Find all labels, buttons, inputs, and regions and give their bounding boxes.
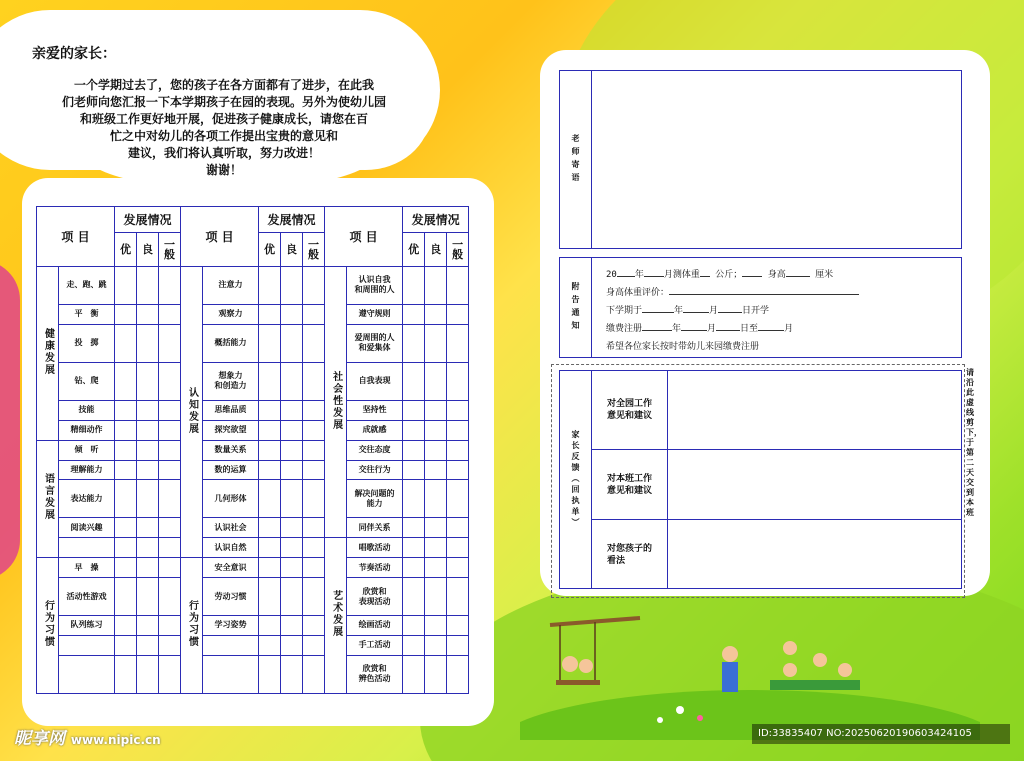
grade-cell[interactable] bbox=[259, 440, 281, 460]
grade-cell[interactable] bbox=[425, 267, 447, 305]
grade-cell[interactable] bbox=[403, 304, 425, 324]
item-label bbox=[59, 655, 115, 693]
header-grade: 良 bbox=[425, 233, 447, 267]
background-swirl bbox=[0, 260, 20, 580]
item-label: 理解能力 bbox=[59, 460, 115, 480]
grade-cell[interactable] bbox=[425, 518, 447, 538]
grade-cell[interactable] bbox=[281, 440, 303, 460]
teacher-figure bbox=[722, 646, 738, 662]
item-label: 投 掷 bbox=[59, 324, 115, 362]
grade-cell[interactable] bbox=[259, 460, 281, 480]
grade-cell[interactable] bbox=[281, 518, 303, 538]
category-label: 艺术发展 bbox=[325, 538, 347, 694]
grade-cell[interactable] bbox=[281, 420, 303, 440]
grade-cell[interactable] bbox=[447, 635, 469, 655]
grade-cell[interactable] bbox=[403, 616, 425, 636]
grade-cell[interactable] bbox=[403, 324, 425, 362]
notice-line-school-start: 下学期于 年 月 日开学 bbox=[606, 306, 770, 316]
grade-cell[interactable] bbox=[447, 480, 469, 518]
grade-cell[interactable] bbox=[425, 538, 447, 558]
item-label: 自我表现 bbox=[347, 362, 403, 400]
grade-cell[interactable] bbox=[259, 480, 281, 518]
grade-cell[interactable] bbox=[159, 304, 181, 324]
header-item: 项 目 bbox=[181, 207, 259, 267]
grade-cell[interactable] bbox=[137, 440, 159, 460]
grade-cell[interactable] bbox=[447, 558, 469, 578]
grade-cell[interactable] bbox=[137, 400, 159, 420]
grade-cell[interactable] bbox=[425, 616, 447, 636]
item-label: 认识自我 和周围的人 bbox=[347, 267, 403, 305]
item-label: 精细动作 bbox=[59, 420, 115, 440]
grade-cell[interactable] bbox=[425, 655, 447, 693]
header-progress: 发展情况 bbox=[115, 207, 181, 233]
grade-cell[interactable] bbox=[303, 420, 325, 440]
feedback-row bbox=[592, 519, 961, 589]
grade-cell[interactable] bbox=[281, 304, 303, 324]
grade-cell[interactable] bbox=[281, 400, 303, 420]
grade-cell[interactable] bbox=[259, 400, 281, 420]
grade-cell[interactable] bbox=[447, 616, 469, 636]
feedback-row bbox=[592, 371, 961, 449]
evaluation-table bbox=[36, 206, 469, 694]
grade-cell[interactable] bbox=[259, 578, 281, 616]
grade-cell[interactable] bbox=[403, 538, 425, 558]
grade-cell[interactable] bbox=[303, 655, 325, 693]
grade-cell[interactable] bbox=[403, 267, 425, 305]
grade-cell[interactable] bbox=[159, 480, 181, 518]
grade-cell[interactable] bbox=[447, 460, 469, 480]
header-grade: 优 bbox=[259, 233, 281, 267]
grade-cell[interactable] bbox=[137, 558, 159, 578]
grade-cell[interactable] bbox=[447, 267, 469, 305]
grade-cell[interactable] bbox=[403, 420, 425, 440]
item-label: 观察力 bbox=[203, 304, 259, 324]
grade-cell[interactable] bbox=[115, 518, 137, 538]
grade-cell[interactable] bbox=[281, 460, 303, 480]
item-label: 钻、爬 bbox=[59, 362, 115, 400]
grade-cell[interactable] bbox=[159, 400, 181, 420]
header-progress: 发展情况 bbox=[403, 207, 469, 233]
item-label: 倾 听 bbox=[59, 440, 115, 460]
grade-cell[interactable] bbox=[259, 538, 281, 558]
swing-seat bbox=[556, 680, 600, 685]
teacher-message-box bbox=[559, 70, 962, 249]
category-label: 行为习惯 bbox=[181, 558, 203, 694]
grade-cell[interactable] bbox=[137, 324, 159, 362]
notice-line-weight: 20 年 月测体重 公斤； 身高 厘米 bbox=[606, 270, 834, 280]
grade-cell[interactable] bbox=[137, 578, 159, 616]
item-label: 交往行为 bbox=[347, 460, 403, 480]
grade-cell[interactable] bbox=[303, 635, 325, 655]
header-grade: 优 bbox=[403, 233, 425, 267]
notice-line-reminder: 希望各位家长按时带幼儿来园缴费注册 bbox=[606, 342, 760, 352]
grade-cell[interactable] bbox=[115, 635, 137, 655]
item-label: 手工活动 bbox=[347, 635, 403, 655]
grade-cell[interactable] bbox=[425, 460, 447, 480]
grade-cell[interactable] bbox=[159, 616, 181, 636]
grade-cell[interactable] bbox=[303, 558, 325, 578]
grade-cell[interactable] bbox=[425, 420, 447, 440]
grade-cell[interactable] bbox=[115, 440, 137, 460]
cut-instruction: 请沿此虚线剪下，于第二天交到本班 bbox=[966, 368, 982, 517]
item-label: 数量关系 bbox=[203, 440, 259, 460]
grade-cell[interactable] bbox=[281, 655, 303, 693]
header-progress: 发展情况 bbox=[259, 207, 325, 233]
item-label: 节奏活动 bbox=[347, 558, 403, 578]
grade-cell[interactable] bbox=[159, 267, 181, 305]
grade-cell[interactable] bbox=[259, 362, 281, 400]
item-label: 早 操 bbox=[59, 558, 115, 578]
item-label: 欣赏和 辨色活动 bbox=[347, 655, 403, 693]
grade-cell[interactable] bbox=[425, 304, 447, 324]
item-label: 欣赏和 表现活动 bbox=[347, 578, 403, 616]
item-label: 认识自然 bbox=[203, 538, 259, 558]
grade-cell[interactable] bbox=[403, 480, 425, 518]
header-grade: 一 般 bbox=[447, 233, 469, 267]
item-label: 交往态度 bbox=[347, 440, 403, 460]
grade-cell[interactable] bbox=[303, 440, 325, 460]
grade-cell[interactable] bbox=[281, 538, 303, 558]
header-item: 项 目 bbox=[37, 207, 115, 267]
grade-cell[interactable] bbox=[303, 460, 325, 480]
grade-cell[interactable] bbox=[159, 558, 181, 578]
grade-cell[interactable] bbox=[447, 538, 469, 558]
header-grade: 一 般 bbox=[303, 233, 325, 267]
category-label: 语言发展 bbox=[37, 440, 59, 558]
item-label: 安全意识 bbox=[203, 558, 259, 578]
grade-cell[interactable] bbox=[425, 324, 447, 362]
grade-cell[interactable] bbox=[447, 440, 469, 460]
grade-cell[interactable] bbox=[425, 440, 447, 460]
grade-cell[interactable] bbox=[303, 480, 325, 518]
grade-cell[interactable] bbox=[303, 400, 325, 420]
item-label: 遵守规则 bbox=[347, 304, 403, 324]
grade-cell[interactable] bbox=[447, 655, 469, 693]
grade-cell[interactable] bbox=[303, 616, 325, 636]
item-label: 阅读兴趣 bbox=[59, 518, 115, 538]
grade-cell[interactable] bbox=[137, 480, 159, 518]
notice-text bbox=[606, 266, 859, 356]
grade-cell[interactable] bbox=[137, 616, 159, 636]
item-label: 爱周围的人 和爱集体 bbox=[347, 324, 403, 362]
grade-cell[interactable] bbox=[115, 578, 137, 616]
item-label: 概括能力 bbox=[203, 324, 259, 362]
grade-cell[interactable] bbox=[259, 616, 281, 636]
item-label: 成就感 bbox=[347, 420, 403, 440]
item-label: 表达能力 bbox=[59, 480, 115, 518]
grade-cell[interactable] bbox=[159, 362, 181, 400]
item-label: 绘画活动 bbox=[347, 616, 403, 636]
grade-cell[interactable] bbox=[447, 362, 469, 400]
grade-cell[interactable] bbox=[281, 578, 303, 616]
grade-cell[interactable] bbox=[115, 324, 137, 362]
grade-cell[interactable] bbox=[259, 420, 281, 440]
grade-cell[interactable] bbox=[425, 362, 447, 400]
item-label: 解决问题的 能力 bbox=[347, 480, 403, 518]
grade-cell[interactable] bbox=[425, 578, 447, 616]
grade-cell[interactable] bbox=[259, 267, 281, 305]
desk-shape bbox=[770, 680, 860, 690]
grade-cell[interactable] bbox=[425, 635, 447, 655]
grade-cell[interactable] bbox=[403, 558, 425, 578]
item-label: 认识社会 bbox=[203, 518, 259, 538]
header-grade: 优 bbox=[115, 233, 137, 267]
item-label: 平 衡 bbox=[59, 304, 115, 324]
category-label: 健康发展 bbox=[37, 267, 59, 441]
grade-cell[interactable] bbox=[159, 635, 181, 655]
item-label bbox=[59, 538, 115, 558]
grade-cell[interactable] bbox=[115, 304, 137, 324]
grade-cell[interactable] bbox=[159, 440, 181, 460]
grade-cell[interactable] bbox=[259, 655, 281, 693]
watermark-id: ID:33835407 NO:20250620190603424105 bbox=[752, 724, 1010, 744]
letter-line: 忙之中对幼儿的各项工作提出宝贵的意见和 bbox=[109, 129, 338, 143]
grade-cell[interactable] bbox=[115, 558, 137, 578]
grade-cell[interactable] bbox=[281, 362, 303, 400]
teacher-message-label: 老师寄语 bbox=[560, 71, 592, 248]
grade-cell[interactable] bbox=[159, 578, 181, 616]
grade-cell[interactable] bbox=[447, 324, 469, 362]
item-label: 想象力 和创造力 bbox=[203, 362, 259, 400]
letter-line: 谢谢！ bbox=[205, 163, 242, 177]
grade-cell[interactable] bbox=[447, 578, 469, 616]
parent-letter bbox=[14, 46, 434, 179]
item-label: 学习姿势 bbox=[203, 616, 259, 636]
grade-cell[interactable] bbox=[403, 460, 425, 480]
header-item: 项 目 bbox=[325, 207, 403, 267]
item-label: 技能 bbox=[59, 400, 115, 420]
grade-cell[interactable] bbox=[403, 635, 425, 655]
notice-label: 附告通知 bbox=[560, 258, 592, 357]
grade-cell[interactable] bbox=[303, 538, 325, 558]
header-grade: 良 bbox=[281, 233, 303, 267]
header-grade: 良 bbox=[137, 233, 159, 267]
grade-cell[interactable] bbox=[137, 655, 159, 693]
item-label bbox=[203, 635, 259, 655]
grade-cell[interactable] bbox=[403, 655, 425, 693]
feedback-question: 对全园工作 意见和建议 bbox=[592, 371, 668, 449]
grade-cell[interactable] bbox=[403, 362, 425, 400]
feedback-question: 对本班工作 意见和建议 bbox=[592, 450, 668, 519]
item-label: 几何形体 bbox=[203, 480, 259, 518]
grade-cell[interactable] bbox=[115, 267, 137, 305]
item-label: 探究欲望 bbox=[203, 420, 259, 440]
grade-cell[interactable] bbox=[447, 304, 469, 324]
cartoon-scene bbox=[520, 600, 980, 740]
notice-box bbox=[559, 257, 962, 358]
grade-cell[interactable] bbox=[137, 538, 159, 558]
feedback-box bbox=[559, 370, 962, 589]
grade-cell[interactable] bbox=[303, 578, 325, 616]
grade-cell[interactable] bbox=[115, 616, 137, 636]
grade-cell[interactable] bbox=[281, 616, 303, 636]
grade-cell[interactable] bbox=[281, 558, 303, 578]
item-label bbox=[203, 655, 259, 693]
grade-cell[interactable] bbox=[425, 558, 447, 578]
grade-cell[interactable] bbox=[259, 558, 281, 578]
feedback-row bbox=[592, 449, 961, 519]
grade-cell[interactable] bbox=[115, 420, 137, 440]
grade-cell[interactable] bbox=[303, 518, 325, 538]
item-label: 劳动习惯 bbox=[203, 578, 259, 616]
grade-cell[interactable] bbox=[303, 324, 325, 362]
notice-line-eval: 身高体重评价： bbox=[606, 284, 859, 302]
item-label: 数的运算 bbox=[203, 460, 259, 480]
letter-line: 建议，我们将认真听取，努力改进！ bbox=[127, 146, 320, 160]
item-label: 活动性游戏 bbox=[59, 578, 115, 616]
grade-cell[interactable] bbox=[137, 304, 159, 324]
grade-cell[interactable] bbox=[137, 362, 159, 400]
grade-cell[interactable] bbox=[159, 460, 181, 480]
grade-cell[interactable] bbox=[447, 420, 469, 440]
grade-cell[interactable] bbox=[303, 362, 325, 400]
grade-cell[interactable] bbox=[303, 304, 325, 324]
grade-cell[interactable] bbox=[137, 518, 159, 538]
category-label: 社会性发展 bbox=[325, 267, 347, 538]
grade-cell[interactable] bbox=[159, 518, 181, 538]
grade-cell[interactable] bbox=[115, 362, 137, 400]
item-label: 坚持性 bbox=[347, 400, 403, 420]
grade-cell[interactable] bbox=[115, 400, 137, 420]
grade-cell[interactable] bbox=[137, 267, 159, 305]
grade-cell[interactable] bbox=[425, 400, 447, 420]
feedback-question: 对您孩子的 看法 bbox=[592, 520, 668, 589]
item-label bbox=[59, 635, 115, 655]
grade-cell[interactable] bbox=[281, 635, 303, 655]
grade-cell[interactable] bbox=[115, 480, 137, 518]
item-label: 走、跑、跳 bbox=[59, 267, 115, 305]
watermark-logo: 昵享网 www.nipic.cn bbox=[14, 729, 161, 749]
grade-cell[interactable] bbox=[115, 538, 137, 558]
grade-cell[interactable] bbox=[259, 635, 281, 655]
grade-cell[interactable] bbox=[281, 480, 303, 518]
grade-cell[interactable] bbox=[403, 440, 425, 460]
grade-cell[interactable] bbox=[281, 267, 303, 305]
grade-cell[interactable] bbox=[159, 538, 181, 558]
letter-line: 们老师向您汇报一下本学期孩子在园的表现。另外为使幼儿园 bbox=[61, 95, 386, 109]
notice-line-registration: 缴费注册 年 月 日至 月 bbox=[606, 324, 794, 334]
category-label: 认知发展 bbox=[181, 267, 203, 558]
grade-cell[interactable] bbox=[425, 480, 447, 518]
item-label: 唱歌活动 bbox=[347, 538, 403, 558]
grade-cell[interactable] bbox=[447, 400, 469, 420]
grade-cell[interactable] bbox=[159, 420, 181, 440]
grade-cell[interactable] bbox=[137, 460, 159, 480]
grade-cell[interactable] bbox=[259, 304, 281, 324]
item-label: 队列练习 bbox=[59, 616, 115, 636]
grade-cell[interactable] bbox=[115, 655, 137, 693]
grade-cell[interactable] bbox=[259, 518, 281, 538]
grade-cell[interactable] bbox=[403, 578, 425, 616]
grade-cell[interactable] bbox=[403, 400, 425, 420]
grade-cell[interactable] bbox=[447, 518, 469, 538]
header-grade: 一 般 bbox=[159, 233, 181, 267]
letter-line: 和班级工作更好地开展，促进孩子健康成长，请您在百 bbox=[79, 112, 368, 126]
grade-cell[interactable] bbox=[115, 460, 137, 480]
category-label: 行为习惯 bbox=[37, 558, 59, 694]
grade-cell[interactable] bbox=[403, 518, 425, 538]
letter-line: 一个学期过去了，您的孩子在各方面都有了进步，在此我 bbox=[73, 78, 374, 92]
item-label: 注意力 bbox=[203, 267, 259, 305]
grade-cell[interactable] bbox=[281, 324, 303, 362]
letter-salutation: 亲爱的家长： bbox=[32, 46, 116, 62]
feedback-label: 家长反馈（回执单） bbox=[560, 371, 592, 588]
grade-cell[interactable] bbox=[137, 420, 159, 440]
grade-cell[interactable] bbox=[259, 324, 281, 362]
item-label: 同伴关系 bbox=[347, 518, 403, 538]
grade-cell[interactable] bbox=[159, 324, 181, 362]
grade-cell[interactable] bbox=[303, 267, 325, 305]
grade-cell[interactable] bbox=[137, 635, 159, 655]
grade-cell[interactable] bbox=[159, 655, 181, 693]
item-label: 思维品质 bbox=[203, 400, 259, 420]
